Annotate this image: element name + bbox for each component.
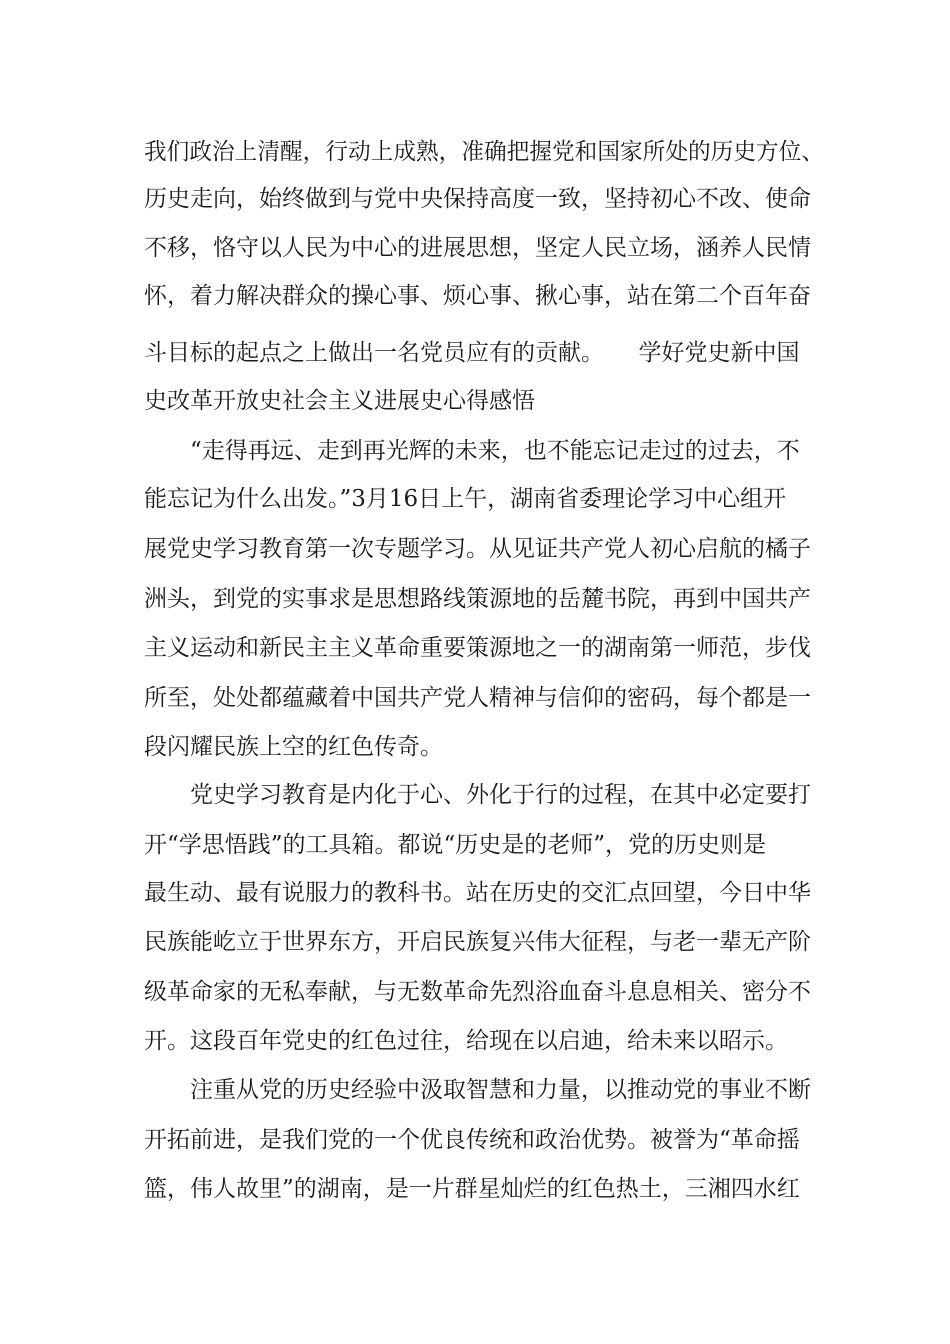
text-line: 党史学习教育是内化于心、外化于行的过程，在其中必定要打 bbox=[144, 782, 811, 808]
text-line: 展党史学习教育第一次专题学习。从见证共产党人初心启航的橘子 bbox=[144, 536, 811, 562]
text-line: 开。这段百年党史的红色过往，给现在以启迪，给未来以昭示。 bbox=[144, 1028, 788, 1054]
text-line: 段闪耀民族上空的红色传奇。 bbox=[144, 734, 443, 760]
text-line: 级革命家的无私奉献，与无数革命先烈浴血奋斗息息相关、密分不 bbox=[144, 979, 811, 1005]
text-line: 开“学思悟践”的工具箱。都说“历史是的老师”，党的历史则是 bbox=[144, 832, 767, 858]
text-line: 所至，处处都蕴藏着中国共产党人精神与信仰的密码，每个都是一 bbox=[144, 685, 811, 711]
text-line: 斗目标的起点之上做出一名党员应有的贡献。 学好党史新中国 bbox=[144, 340, 800, 366]
text-line: 怀，着力解决群众的操心事、烦心事、揪心事，站在第二个百年奋 bbox=[144, 283, 811, 309]
text-line: “走得再远、走到再光辉的未来，也不能忘记走过的过去，不 bbox=[144, 438, 800, 464]
text-line: 篮，伟人故里”的湖南，是一片群星灿烂的红色热土，三湘四水红 bbox=[144, 1176, 800, 1202]
text-line: 史改革开放史社会主义进展史心得感悟 bbox=[144, 388, 535, 414]
text-line: 我们政治上清醒，行动上成熟，准确把握党和国家所处的历史方位、 bbox=[144, 139, 824, 165]
text-line: 历史走向，始终做到与党中央保持高度一致，坚持初心不改、使命 bbox=[144, 186, 811, 212]
text-line: 能忘记为什么出发。”3月16日上午，湖南省委理论学习中心组开 bbox=[144, 486, 787, 512]
text-line: 注重从党的历史经验中汲取智慧和力量，以推动党的事业不断 bbox=[144, 1077, 811, 1103]
text-line: 洲头，到党的实事求是思想路线策源地的岳麓书院，再到中国共产 bbox=[144, 586, 811, 612]
text-line: 开拓前进，是我们党的一个优良传统和政治优势。被誉为“革命摇 bbox=[144, 1127, 800, 1153]
text-line: 主义运动和新民主主义革命重要策源地之一的湖南第一师范，步伐 bbox=[144, 635, 811, 661]
text-line: 民族能屹立于世界东方，开启民族复兴伟大征程，与老一辈无产阶 bbox=[144, 929, 811, 955]
text-line: 不移，恪守以人民为中心的进展思想，坚定人民立场，涵养人民情 bbox=[144, 235, 811, 261]
text-line: 最生动、最有说服力的教科书。站在历史的交汇点回望，今日中华 bbox=[144, 880, 811, 906]
